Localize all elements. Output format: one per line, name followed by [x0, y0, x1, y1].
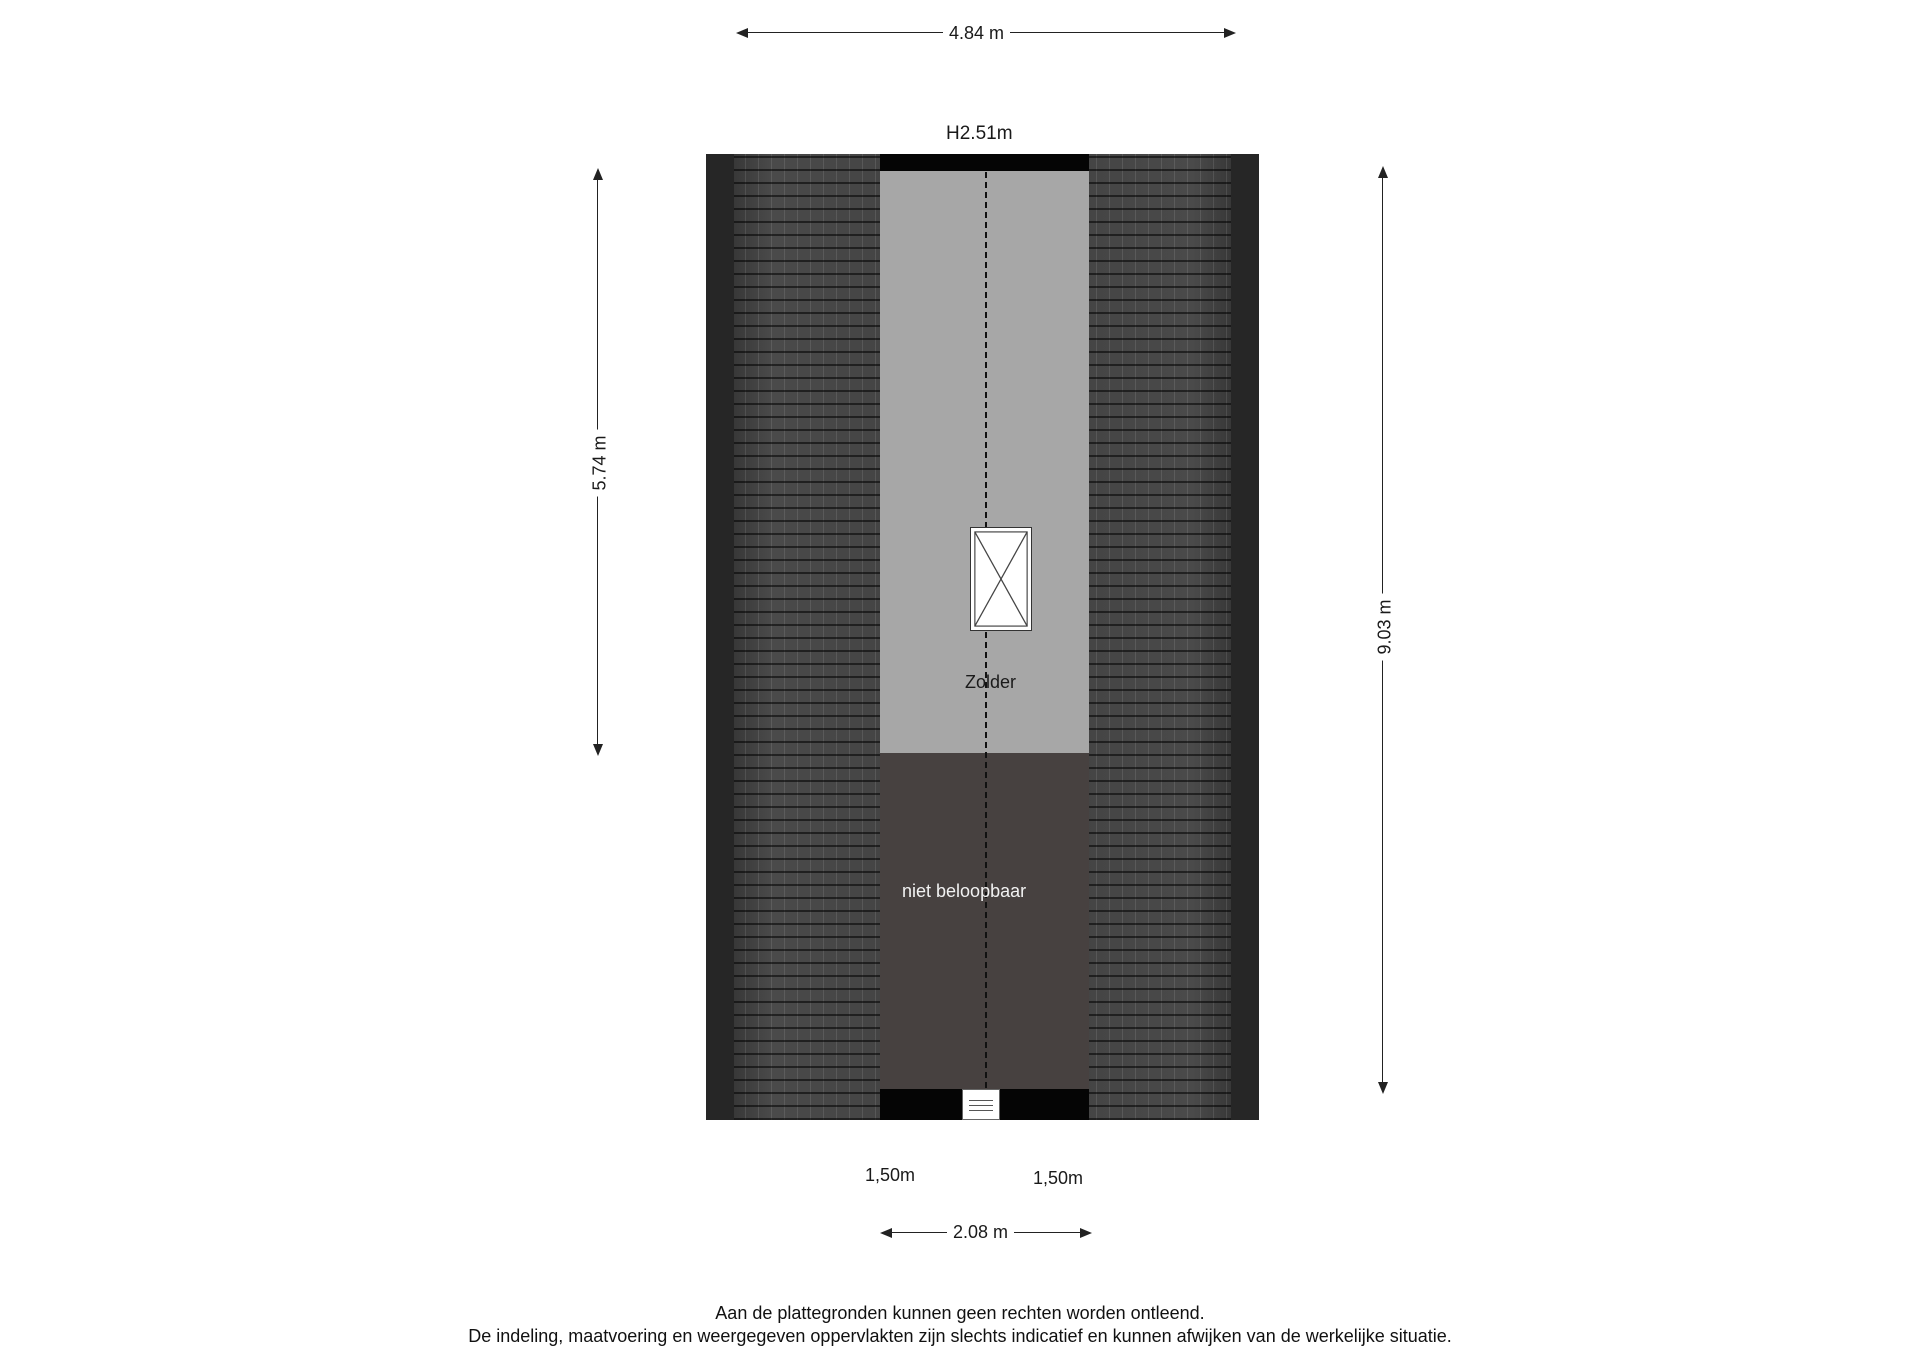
roof-hatch-icon [970, 527, 1032, 631]
bottom-width-label: 2.08 m [947, 1221, 1014, 1243]
left-vertical-label: 5.74 m [589, 429, 611, 496]
arrow-up-icon [593, 168, 603, 180]
room-label-niet-beloopbaar: niet beloopbaar [902, 881, 1027, 901]
top-width-label: 4.84 m [943, 22, 1010, 44]
arrow-right-icon [1224, 28, 1236, 38]
right-vertical-label: 9.03 m [1374, 593, 1396, 660]
stair-opening [962, 1089, 1000, 1120]
arrow-up-icon [1378, 166, 1388, 178]
arrow-down-icon [1378, 1082, 1388, 1094]
wall-bottom-left [880, 1089, 962, 1120]
ceiling-height-label: H2.51m [946, 123, 1013, 144]
wall-bottom-right [1000, 1089, 1089, 1120]
arrow-right-icon [1080, 1228, 1092, 1238]
bottom-left-segment-label: 1,50m [865, 1165, 916, 1185]
arrow-left-icon [880, 1228, 892, 1238]
disclaimer-line-1: Aan de plattegronden kunnen geen rechten worden ontleend. [715, 1303, 1205, 1323]
room-label-zolder: Zolder [965, 672, 1017, 692]
roof-edge-left [706, 154, 734, 1120]
arrow-down-icon [593, 744, 603, 756]
disclaimer-line-2: De indeling, maatvoering en weergegeven oppervlakten zijn slechts indicatief en kunnen afwijken van de werkelijke situatie. [468, 1326, 1452, 1346]
wall-top [880, 154, 1089, 171]
bottom-right-segment-label: 1,50m [1033, 1168, 1084, 1188]
roof-edge-right [1231, 154, 1259, 1120]
arrow-left-icon [736, 28, 748, 38]
